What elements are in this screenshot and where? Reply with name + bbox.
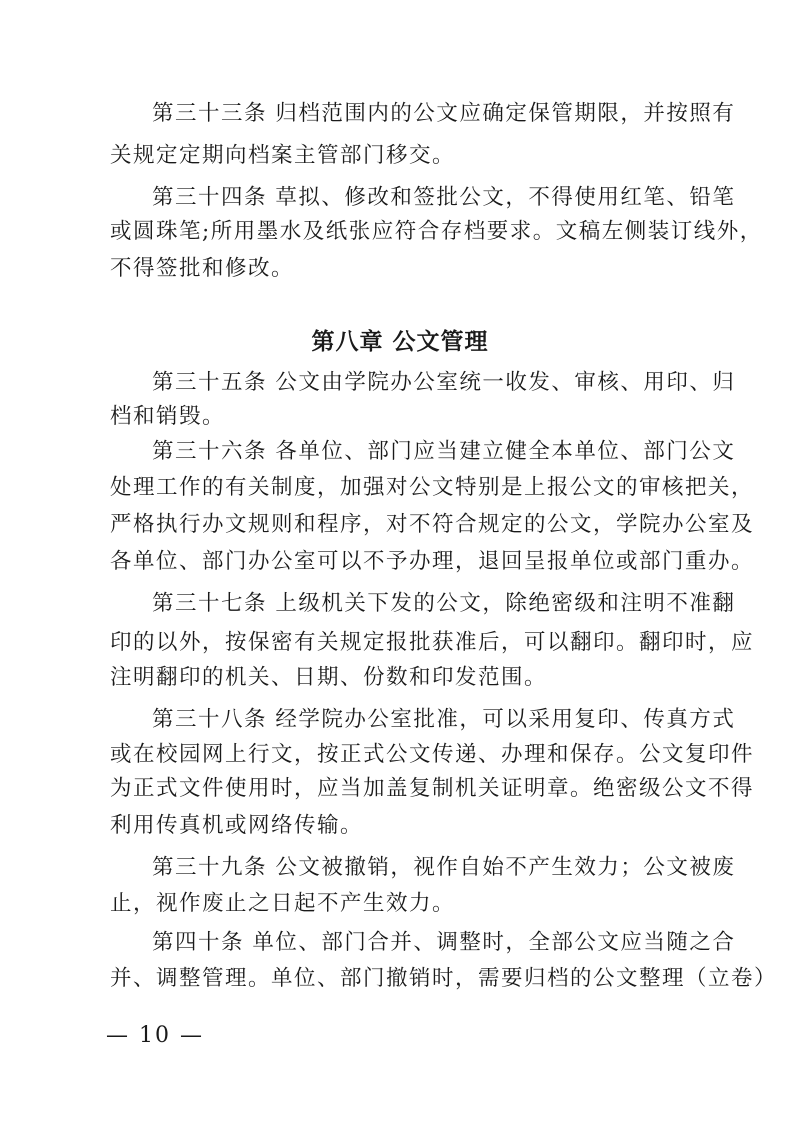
- article-34-line-2: 或圆珠笔;所用墨水及纸张应符合存档要求。文稿左侧装订线外，: [110, 219, 763, 244]
- article-38-line-4: 利用传真机或网络传输。: [110, 813, 364, 838]
- article-40-line-1: 第四十条 单位、部门合并、调整时，全部公文应当随之合: [152, 930, 736, 955]
- page-number: — 10 —: [106, 1023, 204, 1048]
- chapter-heading: 第八章 公文管理: [311, 329, 489, 355]
- article-33-line-2: 关规定定期向档案主管部门移交。: [110, 143, 456, 168]
- article-37-line-2: 印的以外，按保密有关规定报批获准后，可以翻印。翻印时，应: [110, 630, 755, 655]
- article-37-line-3: 注明翻印的机关、日期、份数和印发范围。: [110, 665, 548, 690]
- article-34-line-1: 第三十四条 草拟、修改和签批公文，不得使用红笔、铅笔: [152, 185, 736, 210]
- article-36-line-3: 严格执行办文规则和程序，对不符合规定的公文，学院办公室及: [110, 512, 755, 537]
- article-35-line-2: 档和销毁。: [110, 404, 226, 429]
- article-38-line-2: 或在校园网上行文，按正式公文传递、办理和保存。公文复印件: [110, 742, 755, 767]
- article-33-line-1: 第三十三条 归档范围内的公文应确定保管期限，并按照有: [152, 101, 736, 126]
- article-36-line-4: 各单位、部门办公室可以不予办理，退回呈报单位或部门重办。: [110, 549, 755, 574]
- article-39-line-1: 第三十九条 公文被撤销，视作自始不产生效力；公文被废: [152, 855, 736, 880]
- article-40-line-2: 并、调整管理。单位、部门撤销时，需要归档的公文整理（立卷）: [110, 966, 778, 991]
- article-36-line-1: 第三十六条 各单位、部门应当建立健全本单位、部门公文: [152, 439, 736, 464]
- article-38-line-1: 第三十八条 经学院办公室批准，可以采用复印、传真方式: [152, 707, 736, 732]
- article-37-line-1: 第三十七条 上级机关下发的公文，除绝密级和注明不准翻: [152, 591, 736, 616]
- article-34-line-3: 不得签批和修改。: [110, 256, 295, 281]
- article-39-line-2: 止，视作废止之日起不产生效力。: [110, 891, 456, 916]
- article-38-line-3: 为正式文件使用时，应当加盖复制机关证明章。绝密级公文不得: [110, 776, 755, 801]
- article-36-line-2: 处理工作的有关制度，加强对公文特别是上报公文的审核把关，: [110, 475, 755, 500]
- article-35-line-1: 第三十五条 公文由学院办公室统一收发、审核、用印、归: [152, 370, 736, 395]
